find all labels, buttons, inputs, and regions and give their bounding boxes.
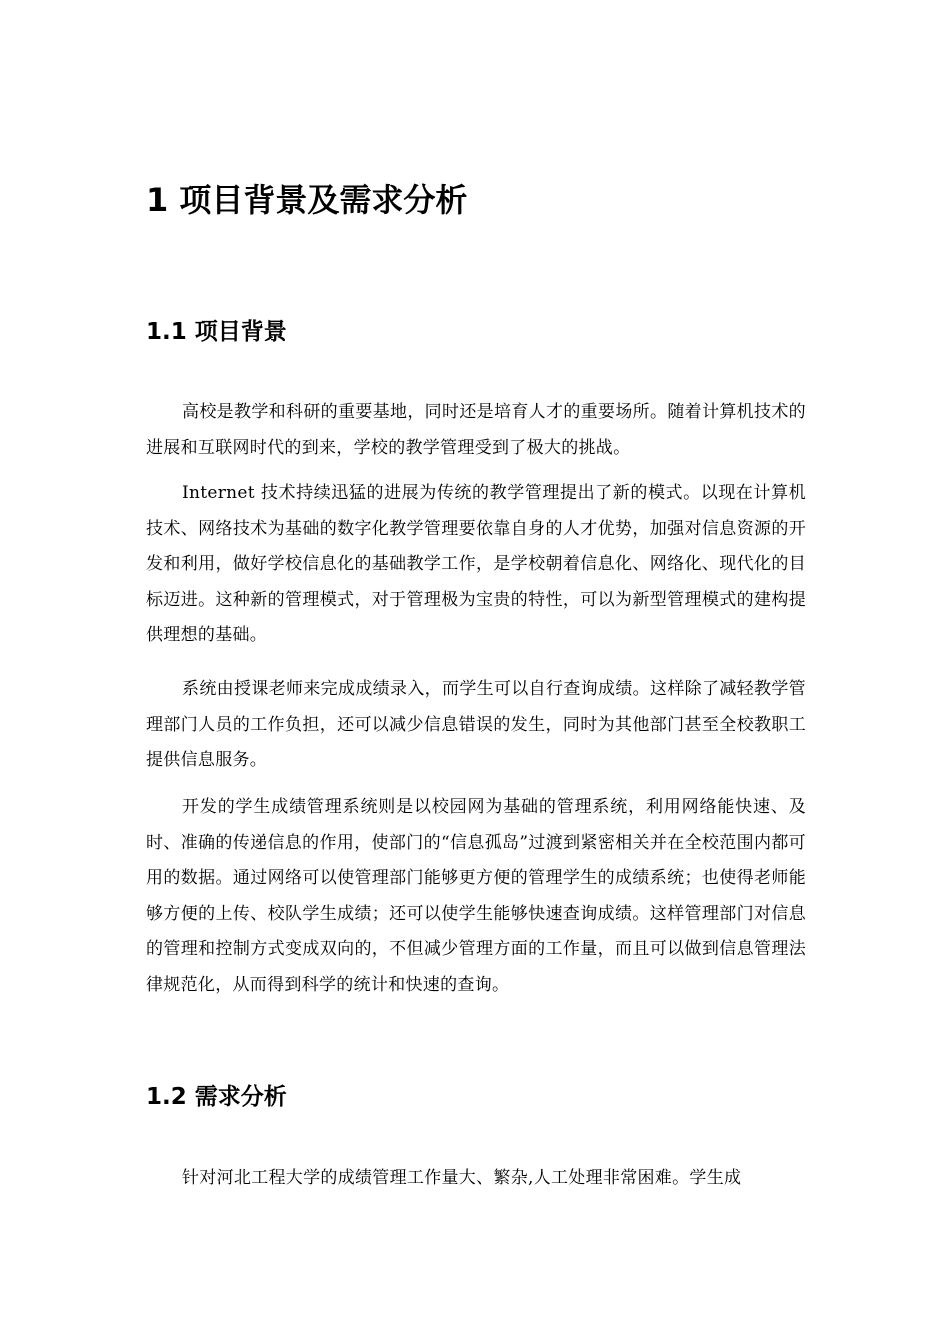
paragraph: 针对河北工程大学的成绩管理工作量大、繁杂,人工处理非常困难。学生成 xyxy=(182,1168,742,1188)
section-heading-requirements: 1.2 需求分析 xyxy=(146,1084,287,1110)
paragraph: 高校是教学和科研的重要基地，同时还是培育人才的重要场所。随着计算机技术的进展和互联网时代的到来，学校的教学管理受到了极大的挑战。 xyxy=(146,402,806,458)
paragraph: Internet 技术持续迅猛的进展为传统的教学管理提出了新的模式。以现在计算机技术、网络技术为基础的数字化教学管理要依靠自身的人才优势，加强对信息资源的开发和利用，做好学校信息化的基础教学工作，是学校朝着信息化、网络化、现代化的目标迈进。这种新的管理模式，对于管理极为宝贵的特性，可以为新型管理模式的建构提供理想的基础。 xyxy=(146,483,806,645)
paragraph: 开发的学生成绩管理系统则是以校园网为基础的管理系统，利用网络能快速、及时、准确的传递信息的作用，使部门的“信息孤岛”过渡到紧密相关并在全校范围内都可用的数据。通过网络可以使管理部门能够更方便的管理学生的成绩系统；也使得老师能够方便的上传、校队学生成绩；还可以使学生能够快速查询成绩。这样管理部门对信息的管理和控制方式变成双向的，不但减少管理方面的工作量，而且可以做到信息管理法律规范化，从而得到科学的统计和快速的查询。 xyxy=(146,797,806,995)
paragraph: 系统由授课老师来完成成绩录入，而学生可以自行查询成绩。这样除了减轻教学管理部门人员的工作负担，还可以减少信息错误的发生，同时为其他部门甚至全校教职工提供信息服务。 xyxy=(146,679,806,770)
section-heading-background: 1.1 项目背景 xyxy=(146,319,287,345)
chapter-heading: 1 项目背景及需求分析 xyxy=(146,181,468,219)
